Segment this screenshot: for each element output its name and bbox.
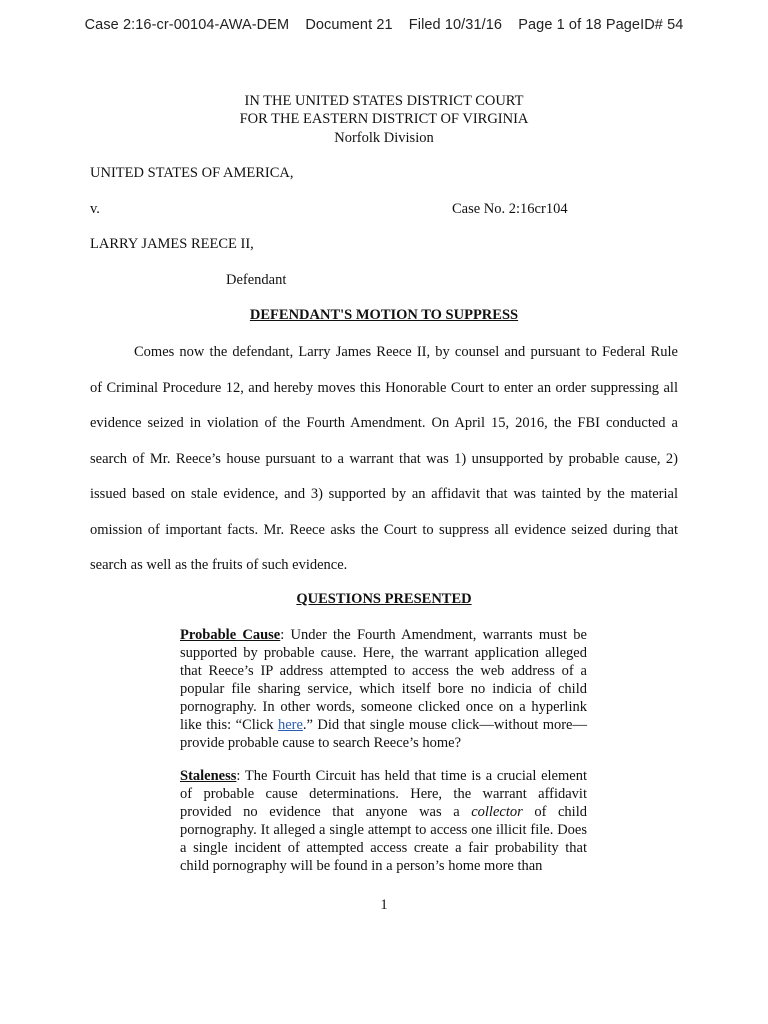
question-staleness — [180, 767, 587, 875]
caption-case-number: Case No. 2:16cr104 — [452, 201, 568, 217]
court-division: Norfolk Division — [334, 130, 434, 146]
intro-line: search as well as the fruits of such evidence. — [90, 557, 348, 573]
caption-defendant-label: Defendant — [226, 272, 287, 288]
ecf-header — [0, 17, 768, 33]
here-link[interactable]: here — [277, 717, 303, 733]
document-title: DEFENDANT'S MOTION TO SUPPRESS — [249, 307, 519, 323]
ecf-document-number: Document 21 — [305, 17, 393, 33]
question-text: .” Did that single mouse click—without more—provide probable cause to search Reece’s home? — [180, 717, 587, 751]
intro-line: of Criminal Procedure 12, and hereby moves this Honorable Court to enter an order suppressing all — [90, 379, 678, 396]
ecf-page-id: Page 1 of 18 PageID# 54 — [518, 17, 684, 33]
emphasis-text: collector — [471, 804, 523, 820]
intro-line: issued based on stale evidence, and 3) supported by an affidavit that was tainted by the material — [90, 486, 678, 502]
ecf-filed-date: Filed 10/31/16 — [408, 17, 503, 33]
question-text: : Under the Fourth Amendment, warrants must be supported by probable cause. Here, the warrant application alleged that Reece’s IP address attempted to access the web address of a popular file sharing service, which itself bore no indicia of child pornography. In other words, someone clicked once on a hyperlink like this: “Click — [180, 627, 587, 733]
caption-defendant-name: LARRY JAMES REECE II, — [90, 236, 254, 252]
caption-versus: v. — [90, 201, 100, 217]
questions-presented-heading: QUESTIONS PRESENTED — [296, 591, 472, 607]
question-label: Staleness — [180, 768, 237, 784]
question-text: : The Fourth Circuit has held that time is a crucial element of probable cause determinations. Here, the warrant affidavit provided no evidence that anyone was a — [180, 768, 587, 820]
caption-plaintiff: UNITED STATES OF AMERICA, — [90, 165, 294, 181]
intro-line: omission of important facts. Mr. Reece asks the Court to suppress all evidence seized during that — [90, 521, 678, 538]
question-text: of child pornography. It alleged a single attempt to access one illicit file. Does a single incident of attempted access create a fair probability that child pornography will be found in a person’s home more than — [180, 804, 587, 874]
question-probable-cause — [180, 626, 587, 752]
court-name-line1: IN THE UNITED STATES DISTRICT COURT — [244, 93, 524, 109]
ecf-case-number: Case 2:16-cr-00104-AWA-DEM — [84, 17, 290, 33]
intro-line: evidence seized in violation of the Fourth Amendment. On April 15, 2016, the FBI conducted a — [90, 415, 678, 431]
question-label: Probable Cause — [180, 627, 281, 643]
intro-line: search of Mr. Reece’s house pursuant to a warrant that was 1) unsupported by probable cause, 2) — [90, 450, 678, 467]
court-name-line2: FOR THE EASTERN DISTRICT OF VIRGINIA — [239, 111, 529, 127]
intro-paragraph — [90, 342, 678, 591]
page-number: 1 — [380, 897, 388, 913]
intro-line: Comes now the defendant, Larry James Reece II, by counsel and pursuant to Federal Rule — [134, 344, 678, 360]
